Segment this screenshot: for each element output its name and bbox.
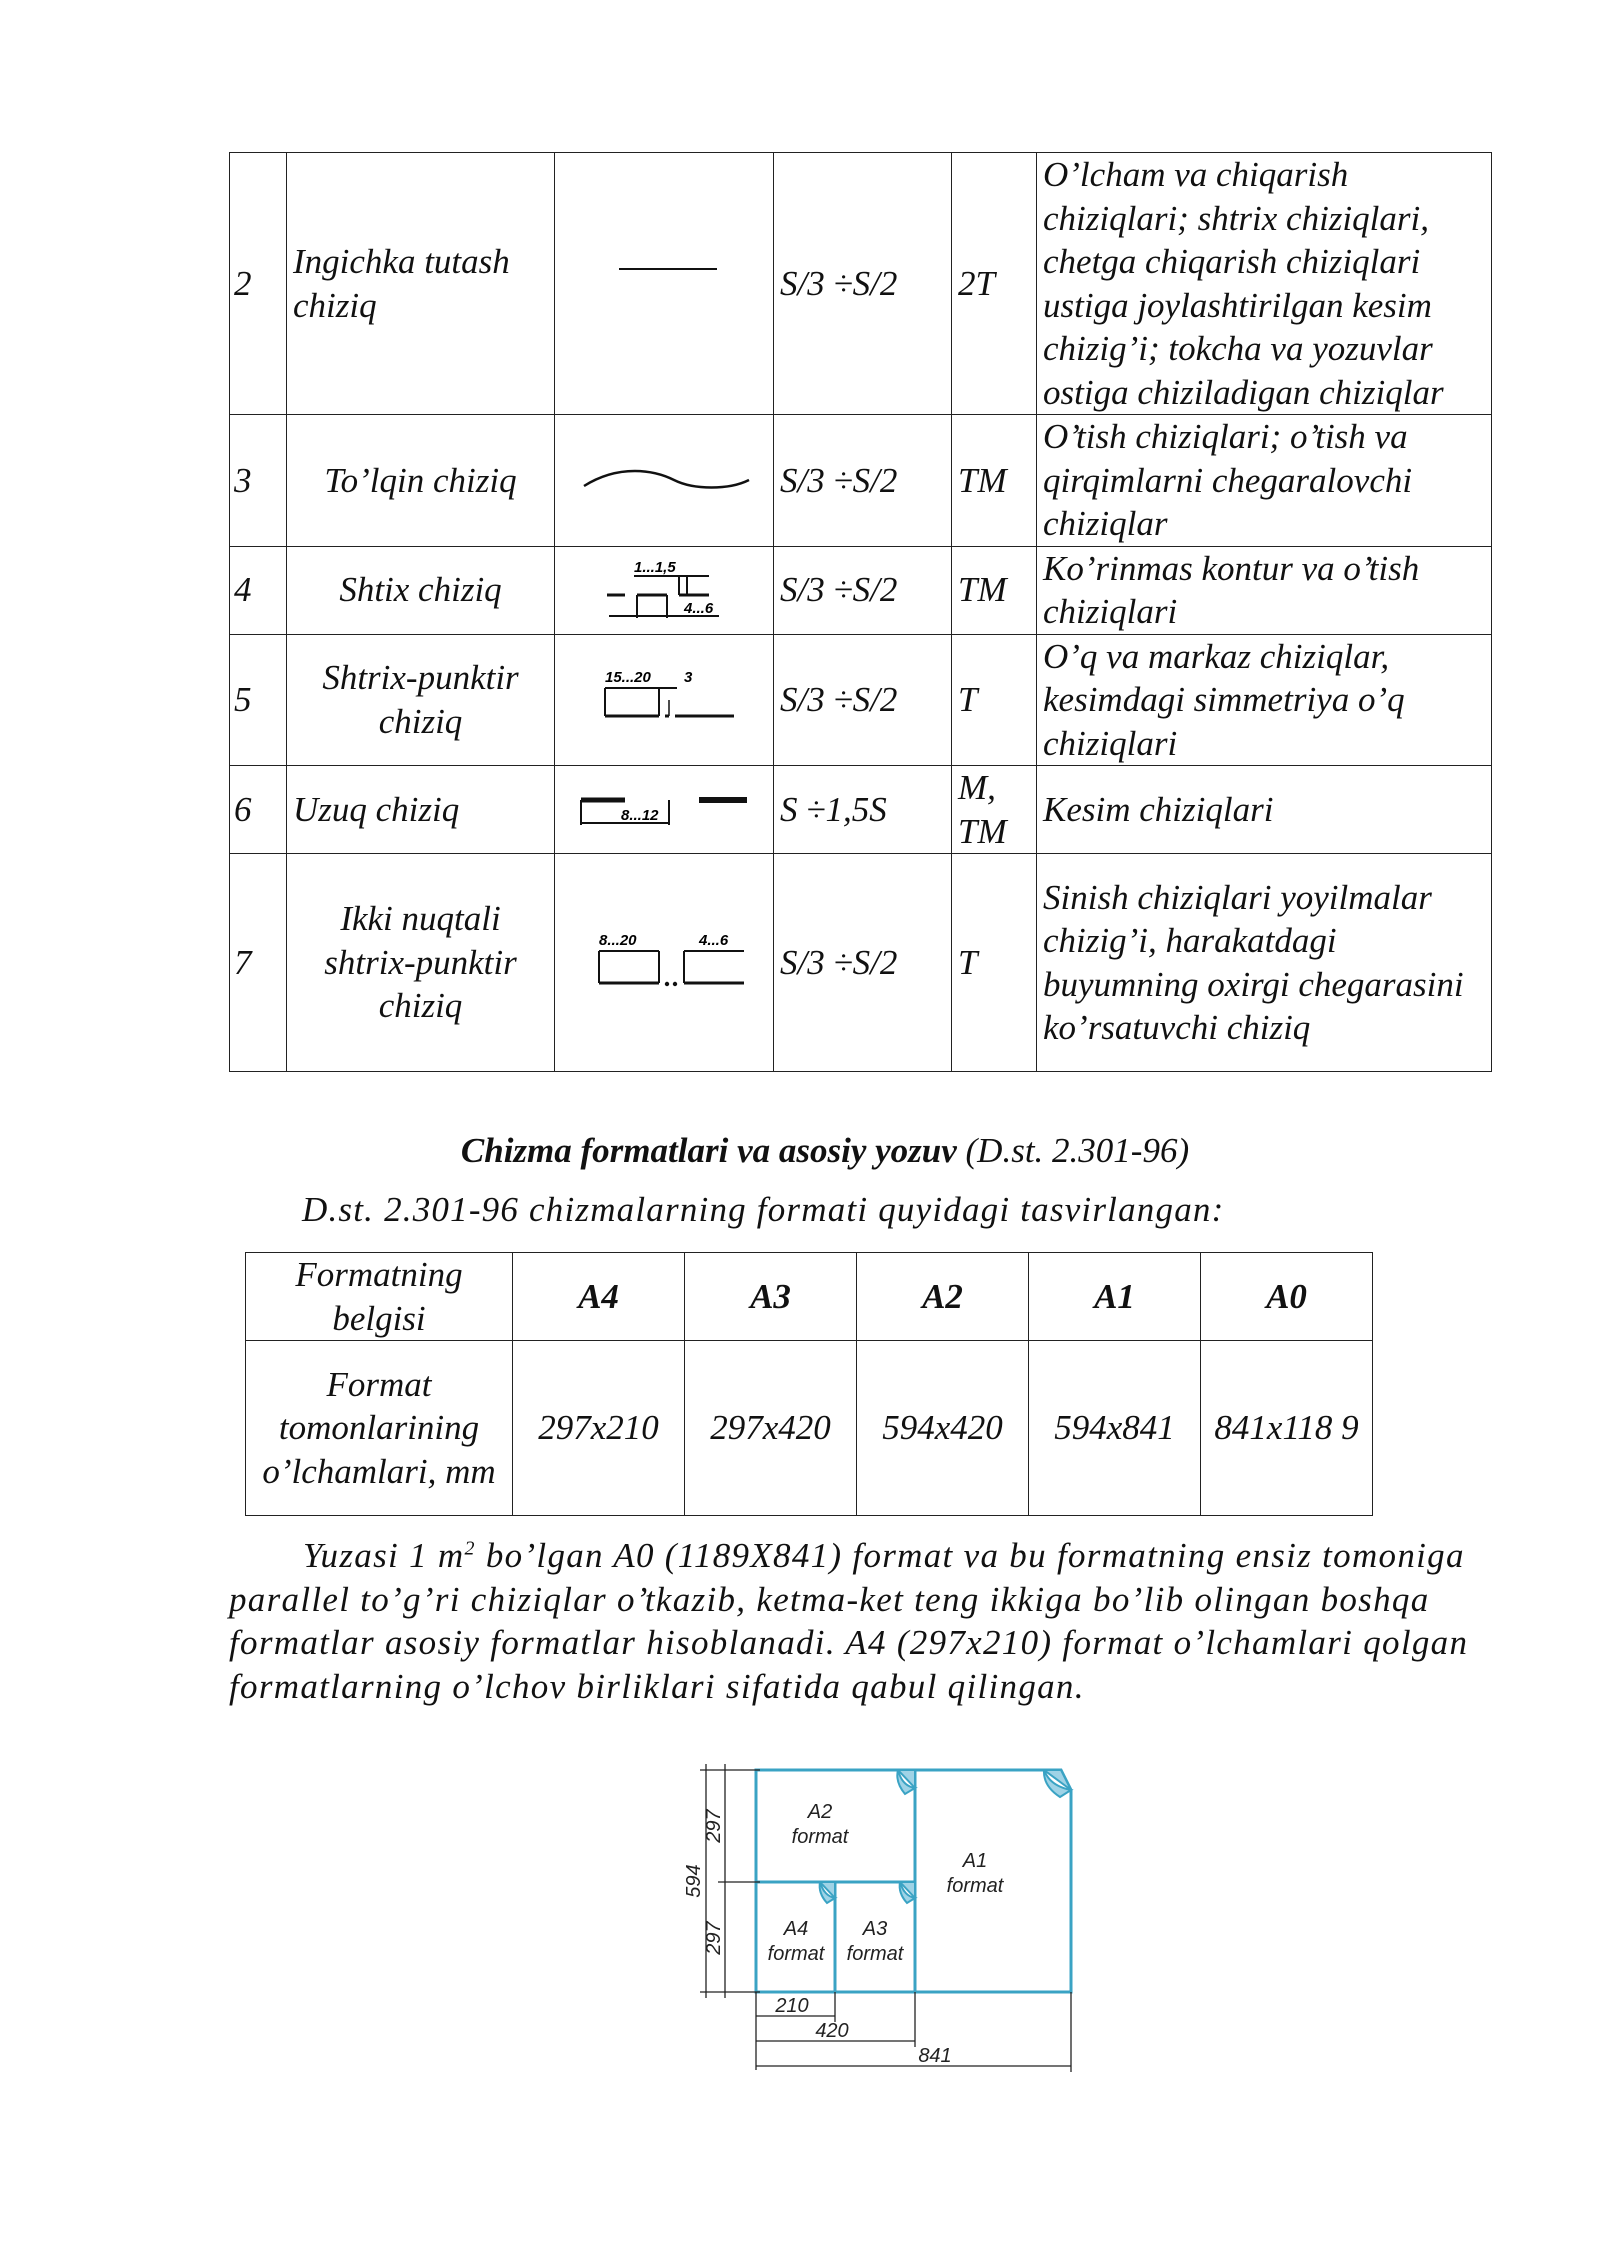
format-name: A0 <box>1201 1253 1373 1341</box>
line-thickness: S/3 ÷S/2 <box>774 546 952 634</box>
line-thickness: S/3 ÷S/2 <box>774 854 952 1072</box>
format-name: A2 <box>857 1253 1029 1341</box>
format-size: 594x841 <box>1029 1341 1201 1516</box>
line-sample <box>555 415 774 547</box>
line-name: Uzuq chiziq <box>287 766 555 854</box>
line-sample <box>555 546 774 634</box>
paragraph-text: Yuzasi 1 m <box>303 1536 465 1575</box>
line-code: T <box>952 854 1037 1072</box>
table-row <box>230 634 1492 766</box>
line-thickness: S/3 ÷S/2 <box>774 415 952 547</box>
line-name: To’lqin chiziq <box>287 415 555 547</box>
dim-297-top: 297 <box>703 1809 725 1843</box>
line-code: TM <box>952 546 1037 634</box>
dim-label: 8...20 <box>599 931 637 949</box>
two-dot-chain-line-sample <box>559 923 769 1003</box>
row-label: Format tomonlarining o’lchamlari, mm <box>246 1341 513 1516</box>
a2-sub: format <box>791 1826 849 1848</box>
format-name: A4 <box>513 1253 685 1341</box>
line-usage: Kesim chiziqlari <box>1037 766 1492 854</box>
body-paragraph <box>229 1534 1479 1708</box>
dim-210: 210 <box>775 1995 809 2017</box>
dim-label: 4...6 <box>684 600 714 617</box>
a3-label: A3 <box>862 1918 888 1940</box>
dashed-line-sample <box>559 550 769 630</box>
format-name: A1 <box>1029 1253 1201 1341</box>
row-number: 6 <box>230 766 287 854</box>
line-usage: O’q va markaz chiziqlar, kesimdagi simmetriya o’q chiziqlari <box>1037 634 1492 766</box>
thin-solid-line-sample <box>559 153 769 273</box>
broken-line-sample <box>559 775 769 845</box>
line-sample <box>555 766 774 854</box>
a4-label: A4 <box>783 1918 809 1940</box>
heading-standard: (D.st. 2.301-96) <box>956 1131 1190 1170</box>
line-code: T <box>952 634 1037 766</box>
table-row <box>246 1341 1373 1516</box>
dim-594: 594 <box>683 1864 705 1898</box>
line-thickness: S ÷1,5S <box>774 766 952 854</box>
format-size: 841x118 9 <box>1201 1341 1373 1516</box>
table-row <box>230 415 1492 547</box>
line-usage: O’tish chiziqlari; o’tish va qirqimlarni chegaralovchi chiziqlar <box>1037 415 1492 547</box>
a2-label: A2 <box>807 1801 833 1823</box>
line-types-table <box>229 152 1492 1072</box>
line-thickness: S/3 ÷S/2 <box>774 634 952 766</box>
line-sample <box>555 634 774 766</box>
row-number: 2 <box>230 153 287 415</box>
format-size: 594x420 <box>857 1341 1029 1516</box>
table-row <box>246 1253 1373 1341</box>
a3-sub: format <box>846 1943 904 1965</box>
line-name: Shtrix-punktir chiziq <box>287 634 555 766</box>
line-name: Ingichka tutash chiziq <box>287 153 555 415</box>
dim-label: 4...6 <box>699 931 729 949</box>
format-diagram <box>680 1760 1080 2090</box>
format-size: 297x420 <box>685 1341 857 1516</box>
format-name: A3 <box>685 1253 857 1341</box>
a4-sub: format <box>767 1943 825 1965</box>
row-label: Formatning belgisi <box>246 1253 513 1341</box>
dash-dot-line-sample <box>559 660 769 740</box>
a1-sub: format <box>946 1875 1004 1897</box>
line-usage: Ko’rinmas kontur va o’tish chiziqlari <box>1037 546 1492 634</box>
line-sample <box>555 153 774 415</box>
formats-table <box>245 1252 1373 1516</box>
superscript: 2 <box>464 1537 476 1560</box>
dim-297-bottom: 297 <box>703 1921 725 1955</box>
a1-label: A1 <box>962 1850 988 1872</box>
row-number: 3 <box>230 415 287 547</box>
line-usage: Sinish chiziqlari yoyilmalar chizig’i, harakatdagi buyumning oxirgi chegarasini ko’rsatuvchi chiziq <box>1037 854 1492 1072</box>
line-usage: O’lcham va chiqarish chiziqlari; shtrix chiziqlari, chetga chiqarish chiziqlari ustiga joylashtirilgan kesim chizig’i; tokcha va yozuvlar ostiga chiziladigan chiziqlar <box>1037 153 1492 415</box>
dim-label: 3 <box>684 668 693 686</box>
line-sample <box>555 854 774 1072</box>
wavy-line-sample <box>559 450 769 510</box>
line-thickness: S/3 ÷S/2 <box>774 153 952 415</box>
dim-label: 1...1,5 <box>634 559 676 576</box>
line-code: 2T <box>952 153 1037 415</box>
dim-420: 420 <box>815 2020 849 2042</box>
paragraph-text: bo’lgan A0 (1189X841) format va bu formatning ensiz tomoniga parallel to’g’ri chiziqlar o’tkazib, ketma-ket teng ikkiga bo’lib olingan boshqa formatlar asosiy formatlar hisoblanadi. A4 (297x210) format o’lchamlari qolgan formatlarning o’lchov birliklari sifatida qabul qilingan. <box>229 1536 1469 1706</box>
intro-text: D.st. 2.301-96 chizmalarning formati quyidagi tasvirlangan: <box>302 1190 1225 1229</box>
line-code: M, TM <box>952 766 1037 854</box>
row-number: 4 <box>230 546 287 634</box>
section-heading <box>0 1131 1600 1171</box>
table-row <box>230 546 1492 634</box>
dim-label: 15...20 <box>605 668 651 686</box>
dim-label: 8...12 <box>621 806 659 824</box>
line-name: Ikki nuqtali shtrix-punktir chiziq <box>287 854 555 1072</box>
table-row <box>230 153 1492 415</box>
table-row <box>230 854 1492 1072</box>
heading-bold: Chizma formatlari va asosiy yozuv <box>460 1131 957 1170</box>
table-row <box>230 766 1492 854</box>
row-number: 7 <box>230 854 287 1072</box>
dim-841: 841 <box>918 2045 952 2067</box>
row-number: 5 <box>230 634 287 766</box>
line-code: TM <box>952 415 1037 547</box>
line-name: Shtix chiziq <box>287 546 555 634</box>
format-size: 297x210 <box>513 1341 685 1516</box>
